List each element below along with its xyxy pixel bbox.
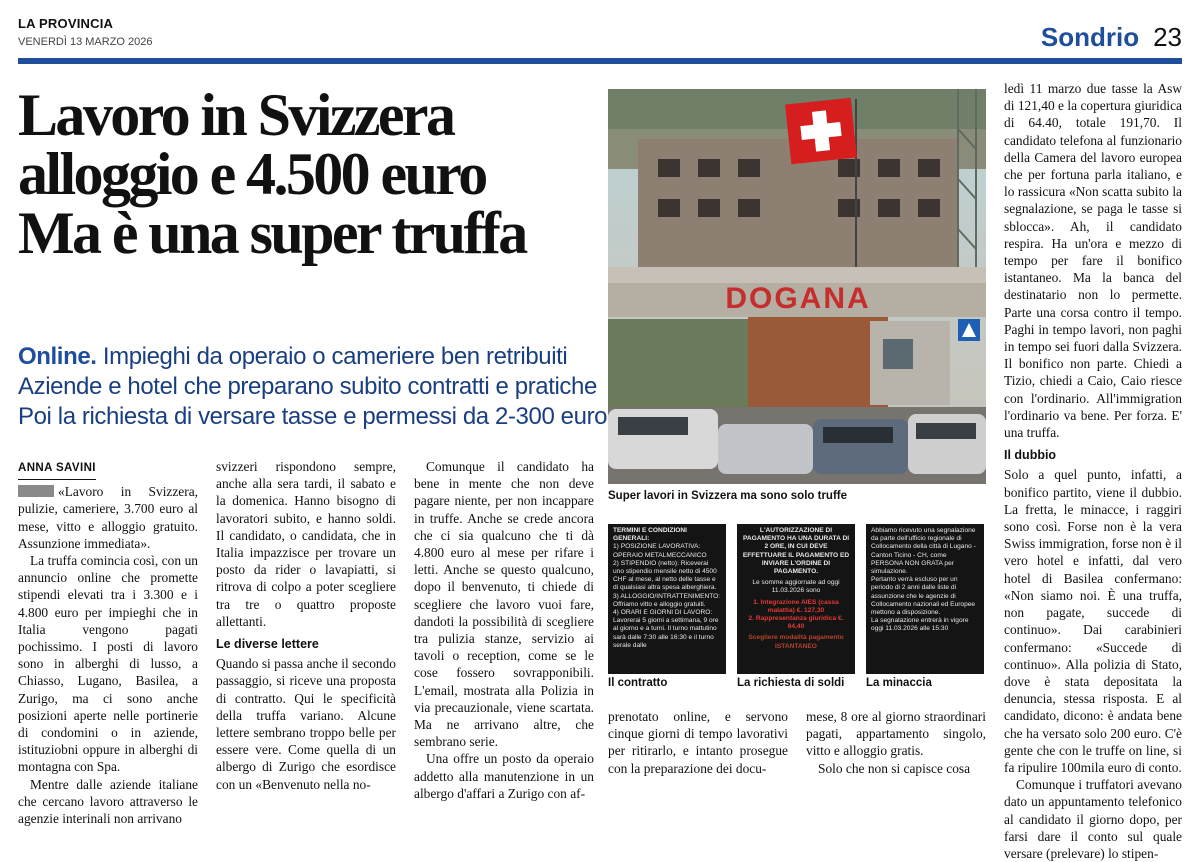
customs-photo-illustration [608,89,986,484]
masthead-left [18,16,153,48]
newspaper-name: LA PROVINCIA [18,16,114,31]
article-column-5 [1004,80,1182,861]
article-paragraph: Una offre un posto da operaio addetto alla manutenzione in un albergo d'affari a Zurigo con af- [414,751,594,801]
article-paragraph: La truffa comincia così, con un annuncio online che promette stipendi elevati tra i 3.300 e i 4.800 euro per impieghi che in Italia vengono pagati pochissimo. I posti di lavoro sono in alberghi di lusso, a Chiasso, Lugano, Basilea, a Zurigo, ma ci sono anche posizioni aperte nelle portinerie di condomini o in aziende, istituziobni oppure in alberghi di montagna con Spa. [18,553,198,775]
section-name: Sondrio [1040,22,1140,52]
screenshot-threat [866,524,984,674]
shot-line: 3) ALLOGGIO/INTRATTENIMENTO: Offriamo vitto e alloggio gratuiti. [613,592,721,608]
masthead-right [1041,22,1182,53]
article-paragraph: «Lavoro in Svizzera, pulizie, cameriere, 3.700 euro al mese, vitto e alloggio gratuito. Assunzione immediata». [18,484,198,551]
photo-caption: Super lavori in Svizzera ma sono solo truffe [608,490,848,502]
article-column-2 [216,458,396,792]
screenshot-caption-threat: La minaccia [866,677,932,689]
screenshot-payment-request [737,524,855,674]
shot-line: L'AUTORIZZAZIONE DI PAGAMENTO HA UNA DURATA DI 2 ORE, IN CUI DEVE EFFETTUARE IL PAGAMENTO ED INVIARE L'ORDINE DI PAGAMENTO. [742,527,850,576]
article-paragraph: Comunque il candidato ha bene in mente che non deve pagare niente, per non incappare in truffe. Anche se crede ancora che ci sia qualcuno che ti dà 4.800 euro al mese per rifare i letti. Anche se questo qualcuno, dopo il benvenuto, ti chiede di scegliere che lavoro vuoi fare, dandoti la possibilità di scegliere tra pulizia stanze, servizio ai tavoli o reception, come se le cose fossero sovrapponibili. L'email, mostrata alla Polizia in via precauzionale, viene scartata. Ma ne arrivano altre, che sembrano serie. [414,459,594,750]
shot-line: Scegliere modalità pagamento ISTANTANEO [748,634,844,650]
article-paragraph: svizzeri rispondono sempre, anche alla sera tardi, il sabato e la domenica. Hanno bisogno di lavoratori subito, e hanno soldi. Il candidato, o candidata, che in Italia impazzisce per trovare un posto da rider o lavapiatti, si ritrova di colpo a poter scegliere tra tre o quattro proposte allettanti. [216,459,396,629]
shot-line: 1. Integrazione AIES (cassa malattia) €. 127,30 [753,598,839,614]
article-column-4a [608,708,788,776]
article-paragraph: Comunque i truffatori avevano dato un appuntamento telefonico al candidato il giorno dopo, per farsi dare il conto sul quale versare (prelevare) lo stipen- [1004,777,1182,861]
screenshot-caption-payment: La richiesta di soldi [737,677,845,689]
shot-line: Abbiamo ricevuto una segnalazione da parte dell'ufficio regionale di Collocamento della città di Lugano - Canton Ticino - CH, come PERSONA NON GRATA per simulazione. [871,527,976,576]
screenshot-caption-contract: Il contratto [608,677,668,689]
page-number: 23 [1153,22,1182,52]
article-paragraph: Quando si passa anche il secondo passaggio, si riceve una proposta di contratto. Qui le specificità della truffa variano. Alcune lettere sembrano troppo belle per essere vere. Come quella di un albergo di Zurigo che esordisce con un «Benvenuto nella no- [216,656,396,792]
shot-line: La segnalazione entrerà in vigore oggi 11.03.2026 alle 15:30 [871,617,969,633]
section-heading: Le diverse lettere [216,637,319,652]
subhead-line-1: Impieghi da operaio o cameriere ben retribuiti [102,343,568,370]
shot-line: TERMINI E CONDIZIONI GENERALI: [613,527,687,543]
article-paragraph: Mentre dalle aziende italiane che cercano lavoro attraverso le agenzie interinali non arrivano [18,776,198,827]
article-paragraph: Solo a quel punto, infatti, a bonifico partito, viene il dubbio. La fretta, le minacce, i raggiri sono così. Forse non è la vera Swiss immigration, forse non è il vero hotel e infatti, dal vero hotel di Basilea confermano: «Non siamo noi. È una truffa, non pagate, succede di continuo». Dai carabinieri confermano: «Succede di continuo». Alla polizia di Stato, dove è stata depositata la denuncia, stessa risposta. E al candidato, dicono: è andata bene che ha versato solo 200 euro. C'è gente che con le truffe on line, si fa ripulire 100mila euro di conto. [1004,467,1182,775]
section-heading: Il dubbio [1004,448,1057,463]
masthead-rule [18,58,1182,64]
shot-line: Pertanto verrà escluso per un periodo di 2 anni dalle liste di assunzione che le agenzie di Collocamento nazionali ed Europee mettono a disposizione. [871,576,976,617]
article-column-3 [414,458,594,801]
customs-photo [608,89,986,484]
author-byline: ANNA SAVINI [18,460,96,480]
shot-line: Le somme aggiornate ad oggi 11.03.2026 sono [752,579,840,595]
article-paragraph: Solo che non si capisce cosa [818,760,971,776]
headline [18,82,598,266]
article-paragraph: mese, 8 ore al giorno straordinari pagati, appartamento singolo, vitto e alloggio gratis. [806,709,986,759]
subhead-line-3: Poi la richiesta di versare tasse e permessi da 2-300 euro [18,403,608,430]
headline-line-2: alloggio e 4.500 euro [18,141,486,207]
subhead-line-2: Aziende e hotel che preparano subito contratti e pratiche [18,373,597,400]
article-column-4b [806,708,986,776]
dogana-sign: DOGANA [725,282,871,315]
article-column-1 [18,458,198,827]
screenshot-contract [608,524,726,674]
headline-line-3: Ma è una super truffa [18,200,526,266]
subheadline [18,342,608,432]
shot-line: 1) POSIZIONE LAVORATIVA: OPERAIO METALMECCANICO [613,543,707,559]
lead-marker [18,485,54,497]
shot-line: 4) ORARI E GIORNI DI LAVORO: Lavorerai 5 giorni a settimana, 9 ore al giorno e a turni. Il turno mattutino sarà dalle 7:30 alle 16:30 e il turno serale dalle [613,609,719,649]
issue-date: VENERDÌ 13 MARZO 2026 [18,36,153,48]
article-paragraph: prenotato online, e servono cinque giorni di tempo lavorativi per ritirarlo, e intanto prosegue con la preparazione dei docu- [608,709,788,776]
shot-line: 2) STIPENDIO (netto): Riceverai uno stipendio mensile netto di 4500 CHF al mese, al netto delle tasse e di qualsiasi altra spesa alberghiera. [613,559,717,592]
subhead-kicker: Online. [18,343,97,370]
headline-line-1: Lavoro in Svizzera [18,82,454,148]
article-paragraph: ledì 11 marzo due tasse la Asw di 121,40 e la copertura giuridica di 64.40, totale 191,70. Il candidato telefona al funzionario della Camera del lavoro europea che per fortuna parla italiano, e lo rassicura «Non scatta subito la segnalazione, se paga le tasse si sblocca». Ah, il candidato respira. Ha un'ora e mezzo di tempo per fare il bonifico istantaneo. Ma la banca del destinatario non lo permette. Parte una corsa contro il tempo. Paghi in tempo lavori, non paghi in tempo sei fuori dalla Svizzera. Il bonifico non parte. Chiedi a Tizio, chiedi a Caio, Caio riesce con l'ordinario. All'immigration l'ordinario va bene. Per forza. E' una truffa. [1004,81,1182,441]
shot-line: 2. Rappresentanza giuridica €. 64,40 [748,615,844,631]
